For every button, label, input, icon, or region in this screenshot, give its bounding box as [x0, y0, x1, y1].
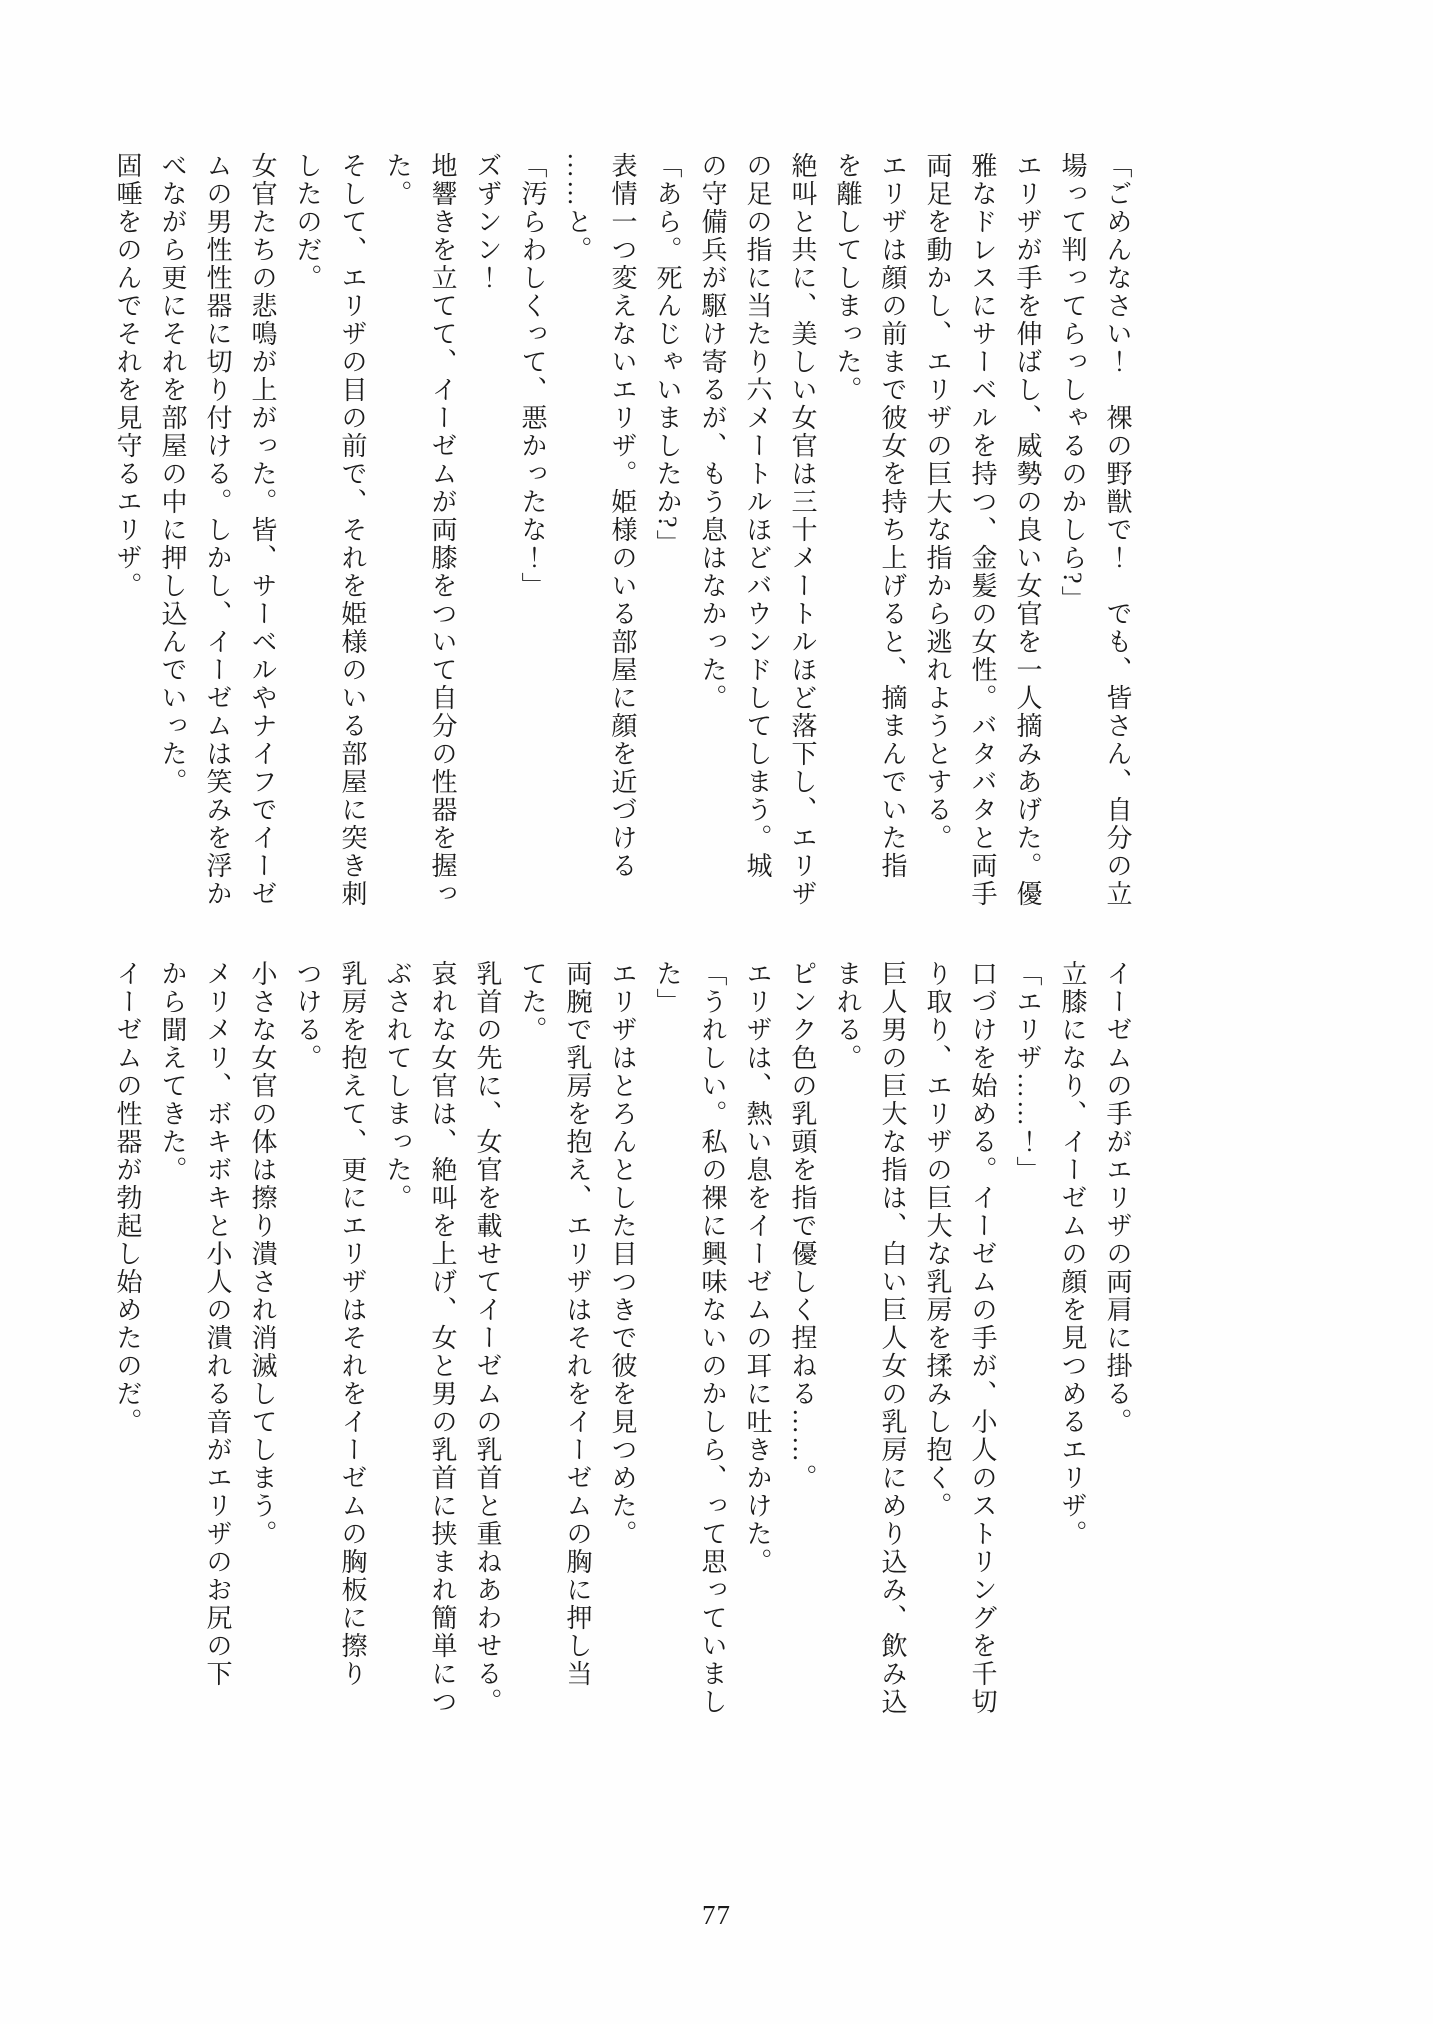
text-column: したのだ。	[293, 152, 322, 292]
text-column: ムの男性性器に切り付ける。しかし、イーゼムは笑みを浮か	[203, 152, 232, 908]
text-column: イーゼムの性器が勃起し始めたのだ。	[113, 960, 142, 1436]
text-column: てた。	[518, 960, 547, 1044]
text-column: 両腕で乳房を抱え、エリザはそれをイーゼムの胸に押し当	[563, 960, 592, 1688]
text-column: 立膝になり、イーゼムの顔を見つめるエリザ。	[1058, 960, 1087, 1548]
text-column: べながら更にそれを部屋の中に押し込んでいった。	[158, 152, 187, 796]
text-column: メリメリ、ボキボキと小人の潰れる音がエリザのお尻の下	[203, 960, 232, 1688]
text-column: ぶされてしまった。	[383, 960, 412, 1212]
text-column: エリザが手を伸ばし、威勢の良い女官を一人摘みあげた。優	[1013, 152, 1042, 908]
text-column: 巨人男の巨大な指は、白い巨人女の乳房にめり込み、飲み込	[878, 960, 907, 1716]
top-text-block	[98, 152, 1140, 962]
text-column: 女官たちの悲鳴が上がった。皆、サーベルやナイフでイーゼ	[248, 152, 277, 908]
text-column: エリザは、熱い息をイーゼムの耳に吐きかけた。	[743, 960, 772, 1576]
text-column: の守備兵が駆け寄るが、もう息はなかった。	[698, 152, 727, 712]
text-column: エリザは顔の前まで彼女を持ち上げると、摘まんでいた指	[878, 152, 907, 880]
text-column: 口づけを始める。イーゼムの手が、小人のストリングを千切	[968, 960, 997, 1716]
text-column: 乳房を抱えて、更にエリザはそれをイーゼムの胸板に擦り	[338, 960, 367, 1688]
bottom-text-block	[98, 960, 1140, 1770]
text-column: 固唾をのんでそれを見守るエリザ。	[113, 152, 142, 600]
text-column: まれる。	[833, 960, 862, 1072]
text-column: 地響きを立てて、イーゼムが両膝をついて自分の性器を握っ	[428, 152, 457, 908]
text-column: そして、エリザの目の前で、それを姫様のいる部屋に突き刺	[338, 152, 367, 908]
page-number: 77	[702, 1900, 731, 1930]
text-column: 場って判ってらっしゃるのかしら?」	[1058, 152, 1087, 614]
text-column: つける。	[293, 960, 322, 1072]
text-column: 小さな女官の体は擦り潰され消滅してしまう。	[248, 960, 277, 1548]
text-column: 絶叫と共に、美しい女官は三十メートルほど落下し、エリザ	[788, 152, 817, 908]
text-column: から聞えてきた。	[158, 960, 187, 1184]
text-column: イーゼムの手がエリザの両肩に掛る。	[1103, 960, 1132, 1436]
text-column: た」	[653, 960, 682, 1016]
text-column: 「エリザ……！」	[1013, 960, 1042, 1184]
text-column: 雅なドレスにサーベルを持つ、金髪の女性。バタバタと両手	[968, 152, 997, 908]
text-column: 両足を動かし、エリザの巨大な指から逃れようとする。	[923, 152, 952, 852]
text-column: 「あら。死んじゃいましたか?」	[653, 152, 682, 558]
text-column: 「うれしい。私の裸に興味ないのかしら、って思っていまし	[698, 960, 727, 1716]
text-column: の足の指に当たり六メートルほどバウンドしてしまう。城	[743, 152, 772, 880]
text-column: 乳首の先に、女官を載せてイーゼムの乳首と重ねあわせる。	[473, 960, 502, 1716]
text-column: た。	[383, 152, 412, 208]
text-column: エリザはとろんとした目つきで彼を見つめた。	[608, 960, 637, 1548]
text-column: 「汚らわしくって、悪かったな！」	[518, 152, 547, 600]
text-column: 「ごめんなさい！ 裸の野獣で！ でも、皆さん、自分の立	[1103, 152, 1132, 908]
text-column: 表情一つ変えないエリザ。姫様のいる部屋に顔を近づける	[608, 152, 637, 880]
text-column: り取り、エリザの巨大な乳房を揉みし抱く。	[923, 960, 952, 1520]
text-column: ズずンン！	[473, 152, 502, 292]
text-column: 哀れな女官は、絶叫を上げ、女と男の乳首に挟まれ簡単につ	[428, 960, 457, 1716]
text-column: ピンク色の乳頭を指で優しく捏ねる……。	[788, 960, 817, 1492]
text-column: を離してしまった。	[833, 152, 862, 404]
text-column: ……と。	[563, 152, 592, 264]
